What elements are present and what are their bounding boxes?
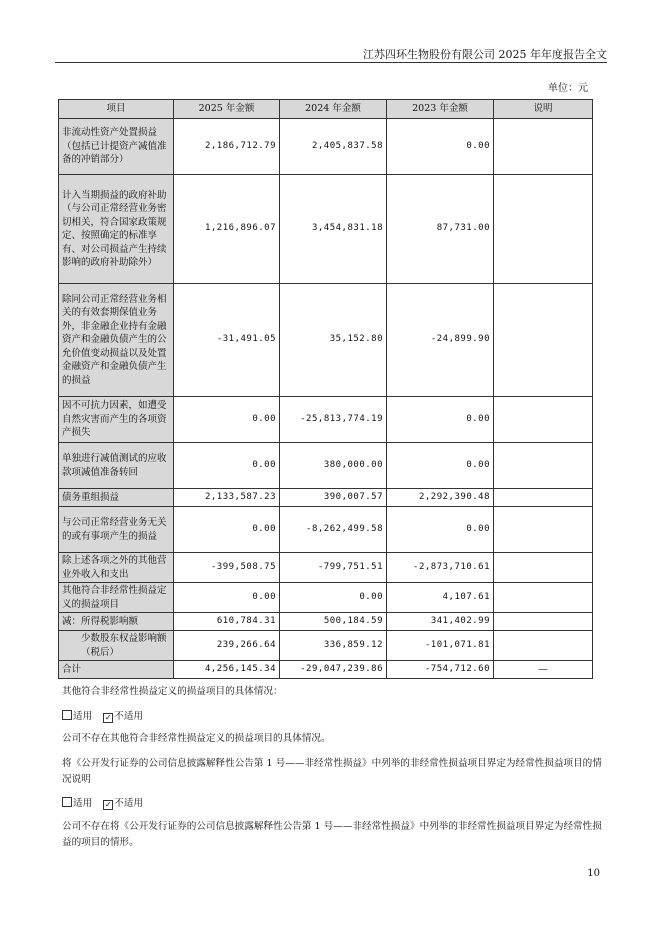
row-label: 单独进行减值测试的应收款项减值准备转回 xyxy=(59,443,174,489)
table-row xyxy=(59,553,593,583)
row-note xyxy=(494,507,593,553)
row-label: 债务重组损益 xyxy=(59,489,174,507)
value-2025: 2,186,712.79 xyxy=(174,119,280,175)
row-note xyxy=(494,583,593,613)
value-2024: -25,813,774.19 xyxy=(280,397,387,443)
row-label: 因不可抗力因素，如遭受自然灾害而产生的各项资产损失 xyxy=(59,397,174,443)
classification-note-heading: 将《公开发行证券的公司信息披露解释性公告第 1 号——非经常性损益》中列举的非经常性损益项目界定为经常性损益项目的情况说明 xyxy=(62,758,602,785)
value-2023: -754,712.60 xyxy=(387,661,494,679)
value-2025: -399,508.75 xyxy=(174,553,280,583)
table-row xyxy=(59,631,593,661)
row-note: — xyxy=(494,661,593,679)
value-2024: 2,405,837.58 xyxy=(280,119,387,175)
row-note xyxy=(494,119,593,175)
table-header-row xyxy=(59,100,593,119)
value-2024: 380,000.00 xyxy=(280,443,387,489)
col-header-2023: 2023 年金额 xyxy=(387,100,494,119)
table-row-total xyxy=(59,661,593,679)
applicable-checkbox[interactable] xyxy=(62,797,72,807)
value-2023: -24,899.90 xyxy=(387,284,494,397)
value-2025: 0.00 xyxy=(174,583,280,613)
table-row xyxy=(59,119,593,175)
row-label: 减：所得税影响额 xyxy=(59,613,174,631)
value-2025: 610,784.31 xyxy=(174,613,280,631)
value-2025: 1,216,896.07 xyxy=(174,175,280,284)
non-recurring-gains-table xyxy=(58,99,593,679)
col-header-note: 说明 xyxy=(494,100,593,119)
table-row xyxy=(59,397,593,443)
row-note xyxy=(494,397,593,443)
header-rule xyxy=(55,62,607,63)
table-row xyxy=(59,443,593,489)
row-label: 少数股东权益影响额（税后） xyxy=(59,631,174,661)
value-2025: 0.00 xyxy=(174,443,280,489)
table-row xyxy=(59,613,593,631)
report-header-title: 江苏四环生物股份有限公司 2025 年年度报告全文 xyxy=(363,48,607,61)
row-note xyxy=(494,284,593,397)
value-2024: -799,751.51 xyxy=(280,553,387,583)
col-header-item: 项目 xyxy=(59,100,174,119)
not-applicable-label: 不适用 xyxy=(114,798,144,809)
unit-label: 单位：元 xyxy=(548,83,588,94)
value-2025: -31,491.05 xyxy=(174,284,280,397)
row-label: 非流动性资产处置损益（包括已计提资产减值准备的冲销部分） xyxy=(59,119,174,175)
value-2025: 0.00 xyxy=(174,397,280,443)
row-note xyxy=(494,553,593,583)
value-2023: 0.00 xyxy=(387,443,494,489)
value-2023: -101,071.81 xyxy=(387,631,494,661)
other-items-statement: 公司不存在其他符合非经常性损益定义的损益项目的具体情况。 xyxy=(62,733,331,744)
applicable-label: 适用 xyxy=(73,798,93,809)
value-2025: 2,133,587.23 xyxy=(174,489,280,507)
row-note xyxy=(494,443,593,489)
classification-note-statement: 公司不存在将《公开发行证券的公司信息披露解释性公告第 1 号——非经常性损益》中列举的非经常性损益项目界定为经常性损益的项目的情形。 xyxy=(62,821,602,848)
value-2023: 341,402.99 xyxy=(387,613,494,631)
applicable-label: 适用 xyxy=(73,711,93,722)
value-2023: 4,107.61 xyxy=(387,583,494,613)
table-row xyxy=(59,507,593,553)
col-header-2024: 2024 年金额 xyxy=(280,100,387,119)
row-label: 合计 xyxy=(59,661,174,679)
value-2025: 0.00 xyxy=(174,507,280,553)
value-2024: 35,152.80 xyxy=(280,284,387,397)
row-label: 与公司正常经营业务无关的或有事项产生的损益 xyxy=(59,507,174,553)
value-2023: 0.00 xyxy=(387,507,494,553)
page-number: 10 xyxy=(587,868,600,879)
value-2024: -29,047,239.86 xyxy=(280,661,387,679)
value-2025: 4,256,145.34 xyxy=(174,661,280,679)
not-applicable-label: 不适用 xyxy=(114,711,144,722)
value-2024: 3,454,831.18 xyxy=(280,175,387,284)
not-applicable-checkbox-checked[interactable]: ✓ xyxy=(104,713,112,722)
value-2025: 239,266.64 xyxy=(174,631,280,661)
row-note xyxy=(494,631,593,661)
col-header-2025: 2025 年金额 xyxy=(174,100,280,119)
value-2024: 336,859.12 xyxy=(280,631,387,661)
value-2023: 87,731.00 xyxy=(387,175,494,284)
value-2024: 390,007.57 xyxy=(280,489,387,507)
applicability-checkbox-group-1 xyxy=(62,708,143,723)
row-note xyxy=(494,613,593,631)
not-applicable-checkbox-checked[interactable]: ✓ xyxy=(104,800,112,809)
applicable-checkbox[interactable] xyxy=(62,710,72,720)
row-note xyxy=(494,489,593,507)
value-2023: 0.00 xyxy=(387,119,494,175)
value-2023: -2,873,710.61 xyxy=(387,553,494,583)
value-2023: 2,292,390.48 xyxy=(387,489,494,507)
table-row xyxy=(59,489,593,507)
row-note xyxy=(494,175,593,284)
value-2024: 500,184.59 xyxy=(280,613,387,631)
value-2024: -8,262,499.58 xyxy=(280,507,387,553)
row-label: 其他符合非经常性损益定义的损益项目 xyxy=(59,583,174,613)
other-items-heading: 其他符合非经常性损益定义的损益项目的具体情况： xyxy=(62,686,283,697)
table-row xyxy=(59,284,593,397)
applicability-checkbox-group-2 xyxy=(62,795,143,810)
table-row xyxy=(59,583,593,613)
row-label: 计入当期损益的政府补助（与公司正常经营业务密切相关，符合国家政策规定、按照确定的标准享有、对公司损益产生持续影响的政府补助除外） xyxy=(59,175,174,284)
row-label: 除同公司正常经营业务相关的有效套期保值业务外，非金融企业持有金融资产和金融负债产生的公允价值变动损益以及处置金融资产和金融负债产生的损益 xyxy=(59,284,174,397)
table-row xyxy=(59,175,593,284)
value-2024: 0.00 xyxy=(280,583,387,613)
value-2023: 0.00 xyxy=(387,397,494,443)
row-label: 除上述各项之外的其他营业外收入和支出 xyxy=(59,553,174,583)
